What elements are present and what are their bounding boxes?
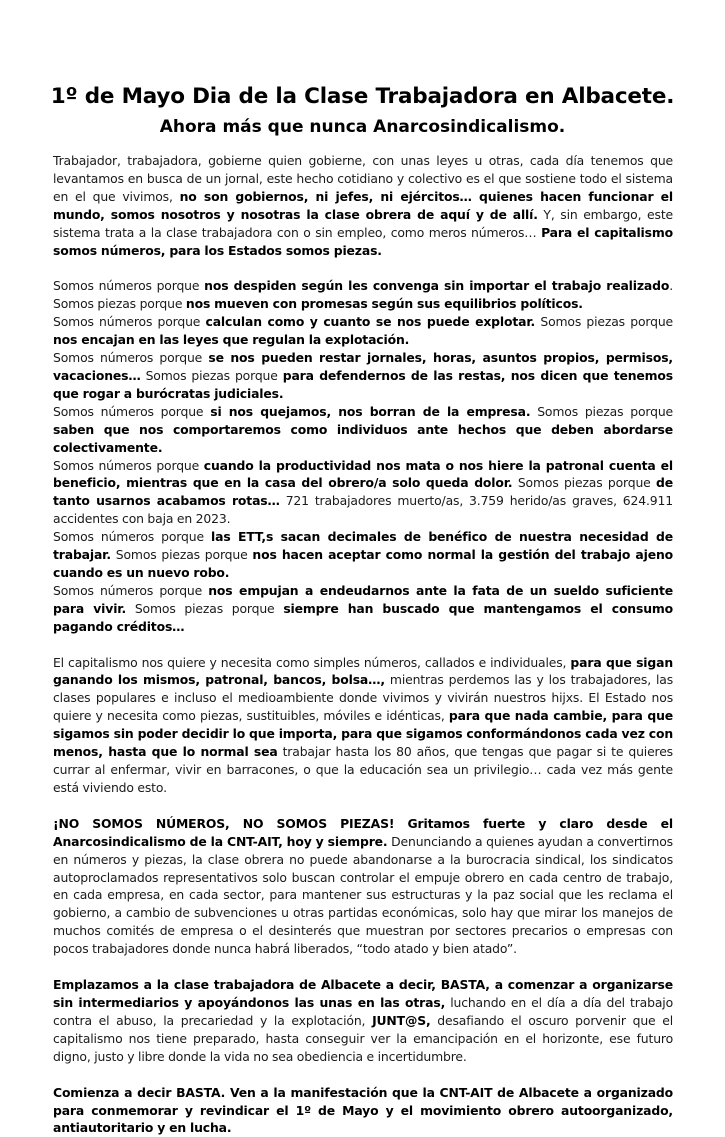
paragraph-no-somos-numeros: ¡NO SOMOS NÚMEROS, NO SOMOS PIEZAS! Gritamos fuerte y claro desde el Anarcosindicalismo de la CNT-AIT, hoy y siempre. Denunciando a quienes ayudan a convertirnos en números y piezas, la clase obrera no puede abandonarse a la burocracia sindical, los sindicatos autoproclamados representativos solo buscan controlar el empuje obrero en cada centro de trabajo, en cada empresa, en cada sector, para mantener sus estructuras y la paz social que les reclama el gobierno, a cambio de subvenciones u otras partidas económicas, solo hay que mirar los manejos de muchos comités de empresa o el desinterés que muestran por sectores precarios o empresas con pocos trabajadores donde nunca habrá liberados, “todo atado y bien atado”. — [53, 815, 673, 957]
paragraph-call-to-action: Comienza a decir BASTA. Ven a la manifestación que la CNT-AIT de Albacete a organizado para conmemorar y revindicar el 1º de Mayo y el movimiento obrero autoorganizado, antiautoritario y en lucha. — [53, 1084, 673, 1136]
paragraph-numbers-pieces-5: Somos números porque cuando la productividad nos mata o nos hiere la patronal cuenta el beneficio, mientras que en la casa del obrero/a solo queda dolor. Somos piezas porque de tanto usarnos acabamos rotas… 721 trabajadores muerto/as, 3.759 herido/as graves, 624.911 accidentes con baja en 2023. — [53, 457, 673, 527]
paragraph-numbers-pieces-2: Somos números porque calculan como y cuanto se nos puede explotar. Somos piezas porque nos encajan en las leyes que regulan la explotación. — [53, 314, 674, 348]
paragraph-intro: Trabajador, trabajadora, gobierne quien gobierne, con unas leyes u otras, cada día tenemos que levantamos en busca de un jornal, este hecho cotidiano y colectivo es el que sostiene todo el sistema en el que vivimos, no son gobiernos, ni jefes, ni ejércitos… quienes hacen funcionar el mundo, somos nosotros y nosotras la clase obrera de aquí y de allí. Y, sin embargo, este sistema trata a la clase trabajadora con o sin empleo, como meros números… Para el capitalismo somos números, para los Estados somos piezas. — [53, 153, 673, 258]
paragraph-numbers-pieces-7: Somos números porque nos empujan a endeudarnos ante la fata de un sueldo suficiente para vivir. Somos piezas porque siempre han buscado que mantengamos el consumo pagando créditos… — [53, 582, 673, 634]
paragraph-emplazamos: Emplazamos a la clase trabajadora de Albacete a decir, BASTA, a comenzar a organizarse sin intermediarios y apoyándonos las unas en las otras, luchando en el día a día del trabajo contra el abuso, la precariedad y la explotación, JUNT@S, desafiando el oscuro porvenir que el capitalismo nos tiene preparado, hasta conseguir ver la emancipación en el horizonte, ese futuro digno, justo y libre donde la vida no sea obediencia e incertidumbre. — [53, 977, 673, 1064]
page-title: 1º de Mayo Dia de la Clase Trabajadora en Albacete. — [50, 84, 675, 109]
flyer-body — [53, 152, 673, 1137]
paragraph-numbers-pieces-4: Somos números porque si nos quejamos, nos borran de la empresa. Somos piezas porque saben que nos comportaremos como individuos ante hechos que deben abordarse colectivamente. — [53, 403, 673, 455]
paragraph-capitalism: El capitalismo nos quiere y necesita como simples números, callados e individuales, para que sigan ganando los mismos, patronal, bancos, bolsa…, mientras perdemos las y los trabajadores, las clases populares e incluso el medioambiente donde vivimos y vivirán nuestros hijxs. El Estado nos quiere y necesita como piezas, sustituibles, móviles e idénticas, para que nada cambie, para que sigamos sin poder decidir lo que importa, para que sigamos conformándonos cada vez con menos, hasta que lo normal sea trabajar hasta los 80 años, que tengas que pagar si te quieres currar al enfermar, vivir en barracones, o que la educación sea un privilegio… cada vez más gente está viviendo esto. — [53, 654, 673, 795]
paragraph-numbers-pieces-3: Somos números porque se nos pueden restar jornales, horas, asuntos propios, permisos, vacaciones… Somos piezas porque para defendernos de las restas, nos dicen que tenemos que rogar a burócratas judiciales. — [53, 350, 673, 401]
paragraph-numbers-pieces-6: Somos números porque las ETT,s sacan decimales de benéfico de nuestra necesidad de trabajar. Somos piezas porque nos hacen aceptar como normal la gestión del trabajo ajeno cuando es un nuevo robo. — [53, 529, 673, 580]
page-subtitle: Ahora más que nunca Anarcosindicalismo. — [159, 117, 566, 137]
paragraph-numbers-pieces-1: Somos números porque nos despiden según les convenga sin importar el trabajo realizado. Somos piezas porque nos mueven con promesas según sus equilibrios políticos. — [53, 278, 673, 312]
